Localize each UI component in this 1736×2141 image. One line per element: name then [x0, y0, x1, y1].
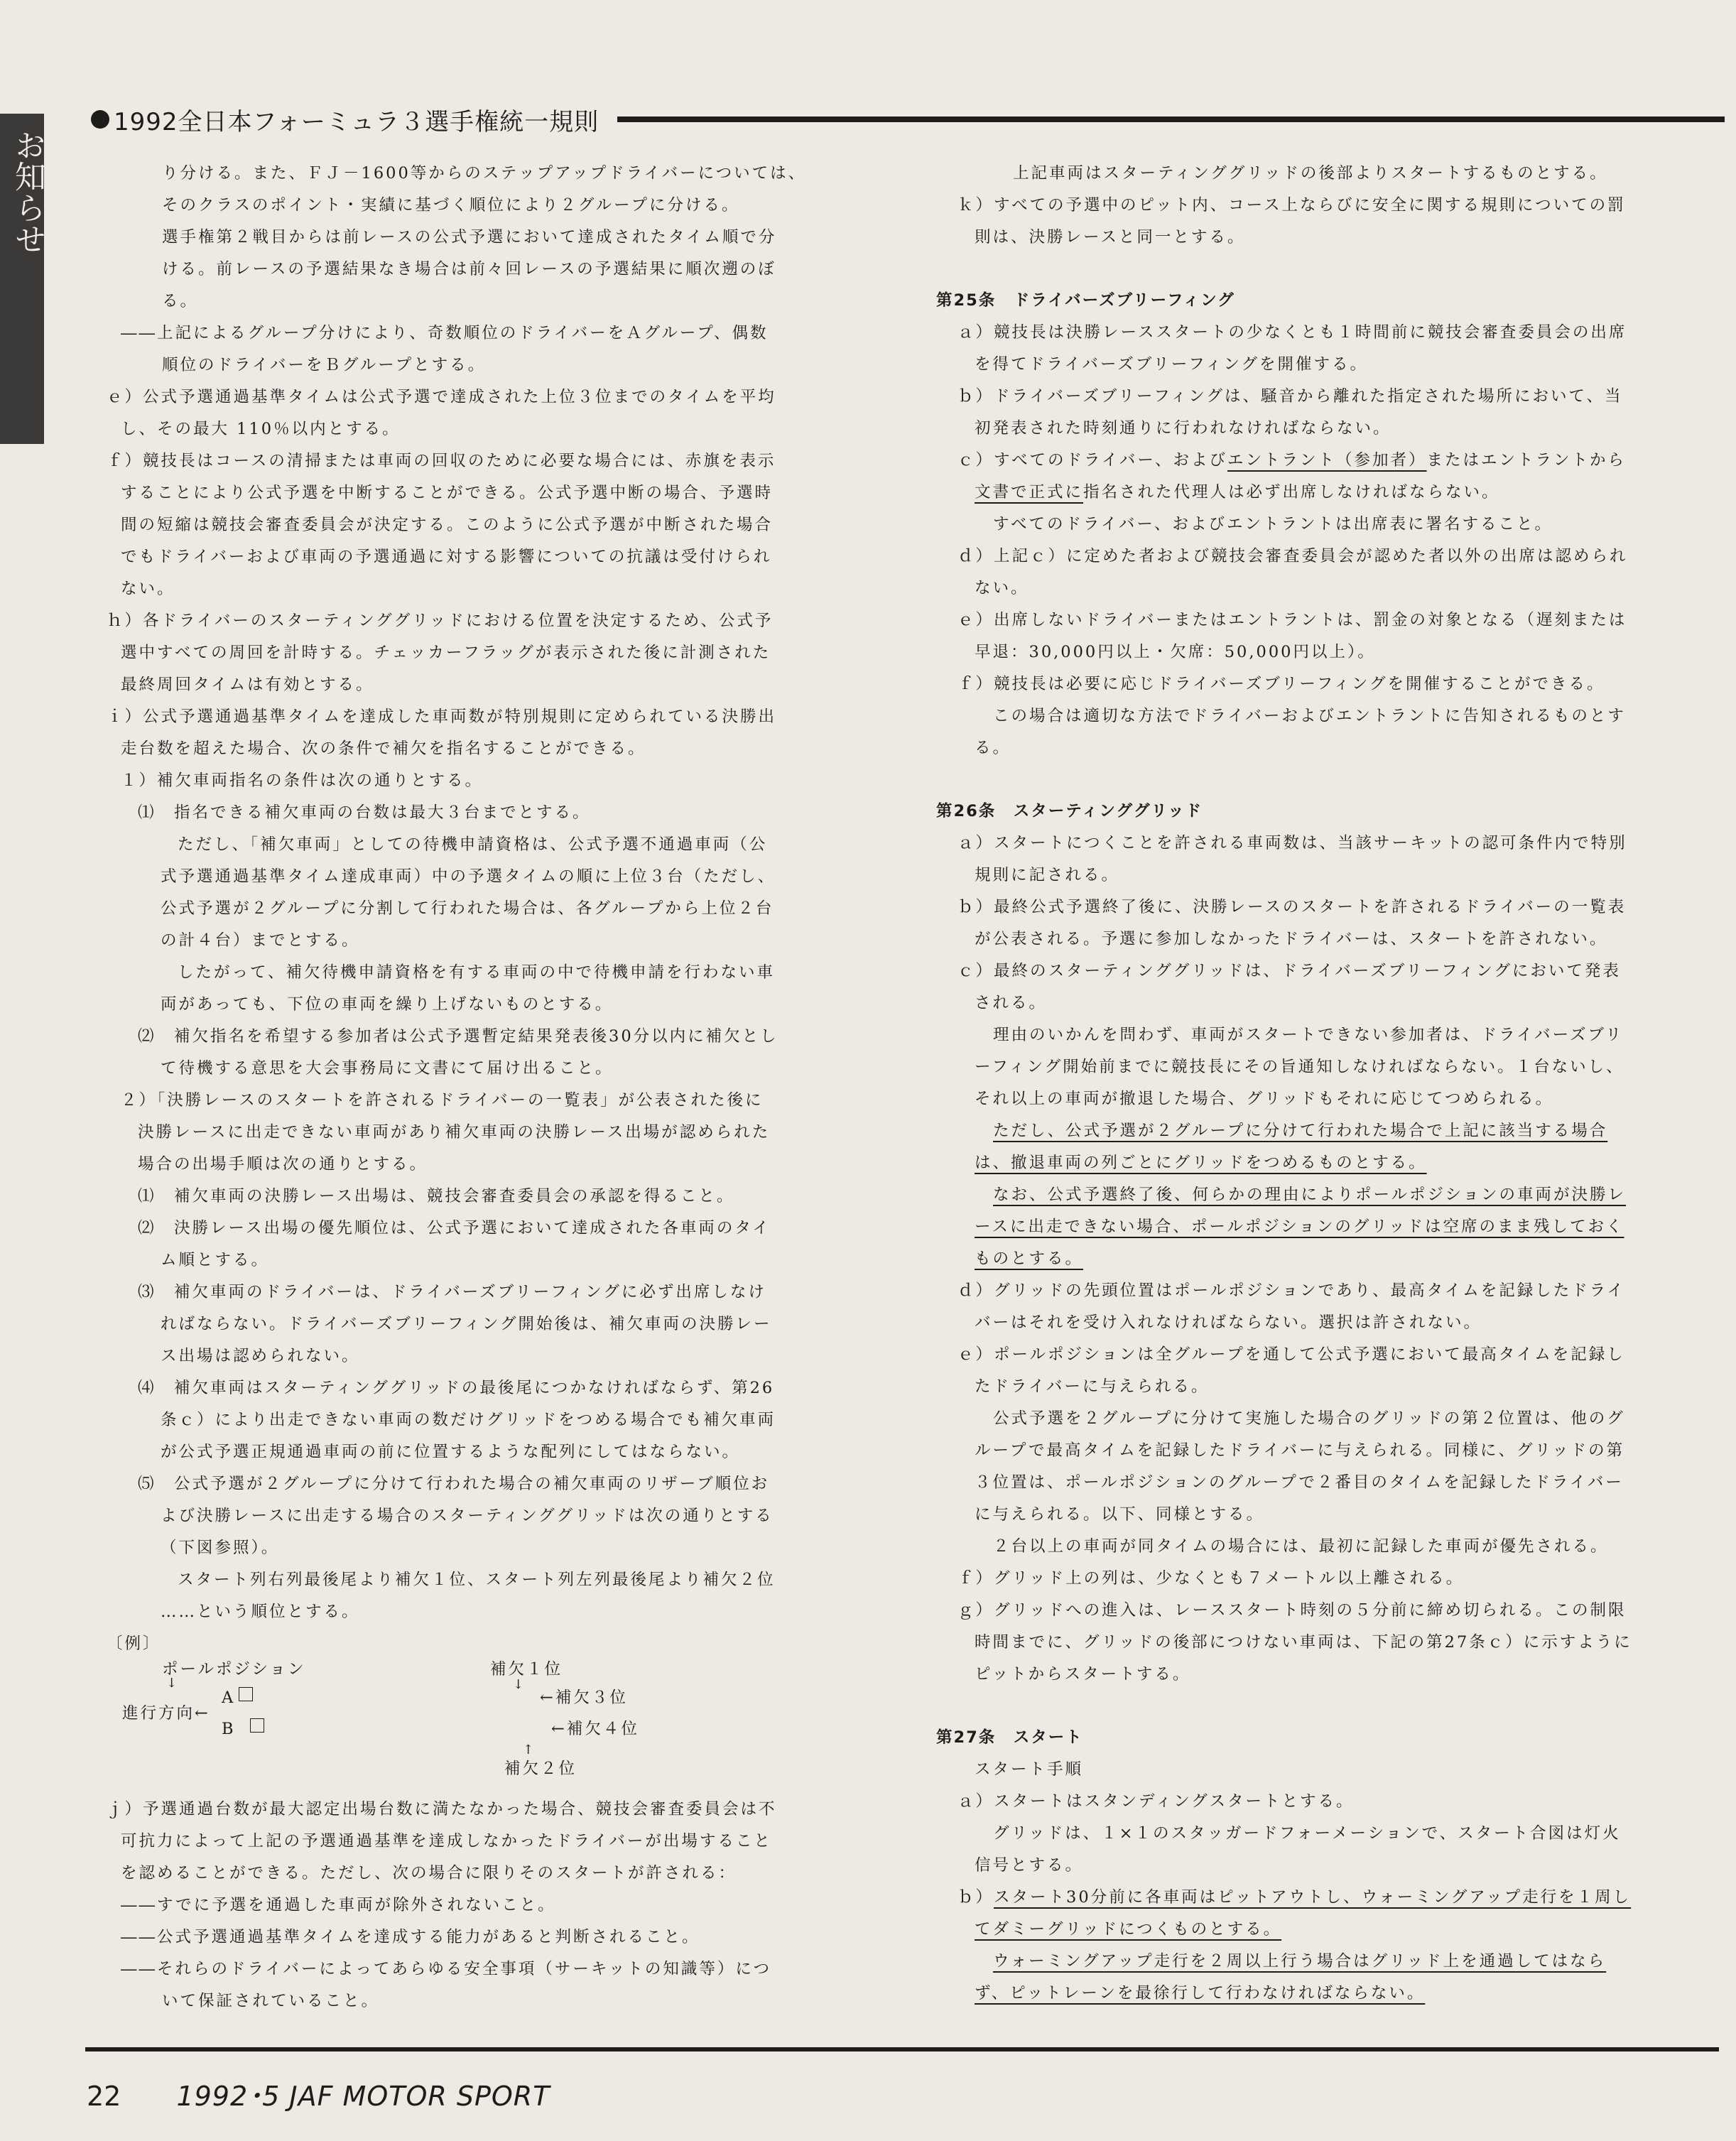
pole-position-label: ポールポジション — [162, 1660, 306, 1679]
text-line: ループで最高タイムを記録したドライバーに与えられる。同様に、グリッドの第 — [975, 1441, 1625, 1460]
magazine-issue: 1992･5 JAF MOTOR SPORT — [176, 2081, 550, 2112]
text-line: したがって、補欠待機申請資格を有する車両の中で待機申請を行わない車 — [178, 963, 776, 982]
text-span: ｃ）すべてのドライバー、および — [957, 451, 1228, 470]
text-line: スタート手順 — [975, 1760, 1084, 1779]
row-a-label: A — [222, 1689, 236, 1707]
text-line: 可抗力によって上記の予選通過基準を達成しなかったドライバーが出場すること — [121, 1832, 772, 1850]
text-line: すべてのドライバー、およびエントラントは出席表に署名すること。 — [993, 515, 1553, 533]
left-column — [107, 158, 831, 2017]
bullet-icon — [91, 110, 109, 129]
text-line: ｅ）ポールポジションは全グループを通して公式予選において最高タイムを記録し — [957, 1345, 1625, 1364]
text-span: ｂ） — [957, 1888, 994, 1907]
text-line: し、その最大 110％以内とする。 — [121, 420, 401, 438]
hoketsu-1-label: 補欠１位 — [490, 1660, 563, 1679]
grid-slot — [239, 1687, 253, 1701]
text-line: 信号とする。 — [975, 1856, 1084, 1875]
text-line: ⑷ 補欠車両はスターティンググリッドの最後尾につかなければならず、第26 — [138, 1379, 775, 1397]
text-line: ⑴ 指名できる補欠車両の台数は最大３台までとする。 — [138, 803, 591, 822]
hoketsu-2-label: 補欠２位 — [504, 1760, 577, 1778]
text-line: される。 — [975, 994, 1048, 1012]
text-line: に与えられる。以下、同様とする。 — [975, 1505, 1265, 1524]
text-line: グリッドは、１×１のスタッガードフォーメーションで、スタート合図は灯火 — [993, 1824, 1621, 1843]
text-line: ⑴ 補欠車両の決勝レース出場は、競技会審査委員会の承認を得ること。 — [138, 1187, 735, 1205]
text-line: ただし、「補欠車両」としての待機申請資格は、公式予選不通過車両（公 — [178, 835, 768, 854]
text-line: （下図参照）。 — [161, 1539, 280, 1557]
pole-arrow-icon: ↓ — [166, 1676, 180, 1691]
clause-k: ｋ）すべての予選中のピット内、コース上ならびに安全に関する規則についての罰 — [957, 196, 1626, 215]
text-span: 指名された代理人は必ず出席しなければならない。 — [1083, 483, 1500, 502]
text-line: ｃ）最終のスターティンググリッドは、ドライバーズブリーフィングにおいて発表 — [957, 962, 1621, 980]
article-26-heading: 第26条 スターティンググリッド — [936, 802, 1203, 820]
text-line: ⑵ 補欠指名を希望する参加者は公式予選暫定結果発表後30分以内に補欠とし — [138, 1027, 779, 1046]
text-line: 規則に記される。 — [975, 866, 1120, 884]
clause-h: ｈ）各ドライバーのスターティンググリッドにおける位置を決定するため、公式予 — [107, 612, 774, 630]
text-line: ――それらのドライバーによってあらゆる安全事項（サーキットの知識等）につ — [121, 1960, 771, 1978]
text-line: スタート列右列最後尾より補欠１位、スタート列左列最後尾より補欠２位 — [178, 1571, 776, 1589]
text-line — [936, 1914, 1668, 1946]
underlined-text: なお、公式予選終了後、何らかの理由によりポールポジションの車両が決勝レ — [993, 1186, 1627, 1204]
text-line — [936, 1147, 1668, 1179]
right-column — [936, 158, 1668, 2010]
text-line: ２台以上の車両が同タイムの場合には、最初に記録した車両が優先される。 — [993, 1537, 1609, 1556]
text-line: る。 — [975, 739, 1011, 757]
text-line: ｆ）競技長は必要に応じドライバーズブリーフィングを開催することができる。 — [957, 675, 1605, 693]
text-line: 式予選通過基準タイム達成車両）中の予選タイムの順に上位３台（ただし、 — [161, 867, 776, 886]
text-line: ない。 — [975, 579, 1029, 597]
text-line: 決勝レースに出走できない車両があり補欠車両の決勝レース出場が認められた — [138, 1123, 771, 1142]
text-line: ピットからスタートする。 — [975, 1665, 1191, 1684]
text-line: の計４台）までとする。 — [161, 931, 360, 950]
text-line: ｅ）出席しないドライバーまたはエントラントは、罰金の対象となる（遅刻または — [957, 611, 1627, 629]
text-line: 公式予選を２グループに分けて実施した場合のグリッドの第２位置は、他のグ — [993, 1409, 1625, 1428]
text-line: そのクラスのポイント・実績に基づく順位により２グループに分ける。 — [162, 196, 740, 215]
text-line: ーフィング開始前までに競技長にその旨通知しなければならない。１台ないし、 — [975, 1058, 1624, 1076]
text-line: ⑸ 公式予選が２グループに分けて行われた場合の補欠車両のリザーブ順位お — [138, 1475, 770, 1493]
text-line: 早退：30,000円以上・欠席：50,000円以上）。 — [975, 643, 1376, 661]
text-line: ｂ）最終公式予選終了後に、決勝レースのスタートを許されるドライバーの一覧表 — [957, 898, 1627, 916]
underlined-text: ものとする。 — [975, 1250, 1084, 1268]
underlined-text: は、撤退車両の列ごとにグリッドをつめるものとする。 — [975, 1154, 1427, 1172]
text-line: を得てドライバーズブリーフィングを開催する。 — [975, 355, 1369, 374]
text-line: 場合の出場手順は次の通りとする。 — [138, 1155, 428, 1174]
text-line — [936, 1946, 1668, 1978]
text-line: それ以上の車両が撤退した場合、グリッドもそれに応じてつめられる。 — [975, 1090, 1554, 1108]
text-line: て待機する意思を大会事務局に文書にて届け出ること。 — [161, 1059, 614, 1078]
hoketsu-4-label: ←補欠４位 — [551, 1720, 639, 1738]
text-line: る。 — [162, 292, 199, 310]
article-25-heading: 第25条 ドライバーズブリーフィング — [936, 291, 1235, 310]
text-line: 条ｃ）により出走できない車両の数だけグリッドをつめる場合でも補欠車両 — [161, 1411, 776, 1429]
text-line: ――上記によるグループ分けにより、奇数順位のドライバーをＡグループ、偶数 — [121, 324, 769, 342]
text-line: 公式予選が２グループに分割して行われた場合は、各グループから上位２台 — [161, 899, 774, 918]
text-line: ⑶ 補欠車両のドライバーは、ドライバーズブリーフィングに必ず出席しなけ — [138, 1283, 766, 1301]
text-line: ｄ）上記ｃ）に定めた者および競技会審査委員会が認めた者以外の出席は認められ — [957, 547, 1628, 565]
text-line: ればならない。ドライバーズブリーフィング開始後は、補欠車両の決勝レー — [161, 1315, 772, 1333]
text-line — [936, 445, 1668, 477]
clause-j: ｊ）予選通過台数が最大認定出場台数に満たなかった場合、競技会審査委員会は不 — [107, 1800, 777, 1819]
text-line: ａ）スタートにつくことを許される車両数は、当該サーキットの認可条件内で特別 — [957, 834, 1627, 852]
underlined-text: ず、ピットレーンを最徐行して行わなければならない。 — [975, 1984, 1426, 2002]
text-line: 最終周回タイムは有効とする。 — [121, 676, 374, 694]
hoketsu-2-arrow-icon: ↑ — [523, 1742, 536, 1757]
text-line: この場合は適切な方法でドライバーおよびエントラントに告知されるものとす — [993, 707, 1626, 725]
text-line: ――公式予選通過基準タイムを達成する能力があると判断されること。 — [121, 1928, 700, 1946]
text-line — [936, 1211, 1668, 1243]
text-line: 上記車両はスターティンググリッドの後部よりスタートするものとする。 — [1013, 164, 1608, 183]
text-line: ……という順位とする。 — [161, 1603, 360, 1621]
text-line: バーはそれを受け入れなければならない。選択は許されない。 — [975, 1313, 1482, 1332]
hoketsu-1-arrow-icon: ↓ — [513, 1677, 526, 1692]
text-line — [936, 1179, 1668, 1211]
text-line: り分ける。また、ＦＪ－1600等からのステップアップドライバーについては、 — [162, 164, 807, 183]
text-line: ａ）スタートはスタンディングスタートとする。 — [957, 1792, 1355, 1811]
row-b-label: B — [222, 1720, 236, 1738]
text-line: 則は、決勝レースと同一とする。 — [975, 228, 1246, 246]
text-line — [936, 1243, 1668, 1275]
example-label: 〔例〕 — [107, 1635, 161, 1653]
text-line: たドライバーに与えられる。 — [975, 1377, 1210, 1396]
text-line: ⑵ 決勝レース出場の優先順位は、公式予選において達成された各車両のタイ — [138, 1219, 771, 1237]
text-line: ｇ）グリッドへの進入は、レーススタート時刻の５分前に締め切られる。この制限 — [957, 1601, 1627, 1620]
side-tab-notice: お知らせ — [0, 114, 44, 444]
text-line: 走台数を超えた場合、次の条件で補欠を指名することができる。 — [121, 739, 646, 758]
hoketsu-3-label: ←補欠３位 — [540, 1689, 628, 1707]
underlined-text: ースに出走できない場合、ポールポジションのグリッドは空席のまま残しておく — [975, 1218, 1624, 1236]
underlined-text: エントラント（参加者） — [1227, 451, 1427, 470]
text-line: よび決勝レースに出走する場合のスターティンググリッドは次の通りとする — [161, 1507, 774, 1525]
text-line — [936, 477, 1668, 509]
text-line: を認めることができる。ただし、次の場合に限りそのスタートが許される： — [121, 1864, 737, 1882]
text-line: ３位置は、ポールポジションのグループで２番目のタイムを記録したドライバー — [975, 1473, 1624, 1492]
grid-slot — [250, 1718, 264, 1733]
text-line: ２）「決勝レースのスタートを許されるドライバーの一覧表」が公表された後に — [121, 1091, 764, 1110]
underlined-text: スタート30分前に各車両はピットアウトし、ウォーミングアップ走行を１周し — [994, 1888, 1632, 1907]
clause-e: ｅ）公式予選通過基準タイムは公式予選で達成された上位３位までのタイムを平均 — [107, 388, 776, 406]
footer-rule — [85, 2047, 1719, 2051]
grid-example-diagram — [107, 1660, 817, 1794]
article-27-heading: 第27条 スタート — [936, 1728, 1083, 1747]
text-line: ａ）競技長は決勝レーススタートの少なくとも１時間前に競技会審査委員会の出席 — [957, 323, 1627, 342]
clause-i: ｉ）公式予選通過基準タイムを達成した車両数が特別規則に定められている決勝出 — [107, 708, 777, 726]
text-line: が公表される。予選に参加しなかったドライバーは、スタートを許されない。 — [975, 930, 1608, 948]
text-line: 理由のいかんを問わず、車両がスタートできない参加者は、ドライバーズブリ — [993, 1026, 1624, 1044]
text-line: ける。前レースの予選結果なき場合は前々回レースの予選結果に順次遡のぼ — [162, 260, 776, 278]
text-line: が公式予選正規通過車両の前に位置するような配列にしてはならない。 — [161, 1443, 741, 1461]
text-span: またはエントラントから — [1426, 451, 1627, 470]
page-header — [91, 98, 1725, 141]
text-line: ない。 — [121, 580, 175, 598]
text-line: 時間までに、グリッドの後部につけない車両は、下記の第27条ｃ）に示すように — [975, 1633, 1632, 1652]
header-rule — [617, 116, 1725, 122]
text-line: 選中すべての周回を計時する。チェッカーフラッグが表示された後に計測された — [121, 644, 771, 662]
text-line: 初発表された時刻通りに行われなければならない。 — [975, 419, 1391, 438]
text-line: することにより公式予選を中断することができる。公式予選中断の場合、予選時 — [121, 484, 774, 502]
text-line — [936, 1115, 1668, 1147]
text-line: ス出場は認められない。 — [161, 1347, 360, 1365]
text-line: ｂ）ドライバーズブリーフィングは、騒音から離れた指定された場所において、当 — [957, 387, 1623, 406]
text-line: ム順とする。 — [161, 1251, 270, 1269]
underlined-text: 文書で正式に — [975, 483, 1084, 502]
page-number: 22 — [87, 2081, 121, 2112]
text-line — [936, 1882, 1668, 1914]
direction-label: 進行方向← — [122, 1704, 210, 1723]
page-footer — [87, 2074, 550, 2113]
text-line: でもドライバーおよび車両の予選通過に対する影響についての抗議は受付けられ — [121, 548, 772, 566]
text-line: 両があっても、下位の車両を繰り上げないものとする。 — [161, 995, 614, 1014]
text-line: １）補欠車両指名の条件は次の通りとする。 — [121, 771, 484, 790]
text-line: いて保証されていること。 — [162, 1992, 380, 2010]
text-line: ｄ）グリッドの先頭位置はポールポジションであり、最高タイムを記録したドライ — [957, 1281, 1626, 1300]
underlined-text: てダミーグリッドにつくものとする。 — [975, 1920, 1282, 1939]
text-line: 順位のドライバーをＢグループとする。 — [162, 356, 487, 374]
page-title: 1992全日本フォーミュラ３選手権統一規則 — [114, 107, 600, 136]
text-line: 選手権第２戦目からは前レースの公式予選において達成されたタイム順で分 — [162, 228, 777, 246]
clause-f: ｆ）競技長はコースの清掃または車両の回収のために必要な場合には、赤旗を表示 — [107, 452, 776, 470]
text-line — [936, 1978, 1668, 2010]
underlined-text: ウォーミングアップ走行を２周以上行う場合はグリッド上を通過してはなら — [993, 1952, 1607, 1971]
text-line: ｆ）グリッド上の列は、少なくとも７メートル以上離される。 — [957, 1569, 1465, 1588]
underlined-text: ただし、公式予選が２グループに分けて行われた場合で上記に該当する場合 — [993, 1122, 1608, 1140]
text-line: 間の短縮は競技会審査委員会が決定する。このように公式予選が中断された場合 — [121, 516, 774, 534]
text-line: ――すでに予選を通過した車両が除外されないこと。 — [121, 1896, 556, 1914]
